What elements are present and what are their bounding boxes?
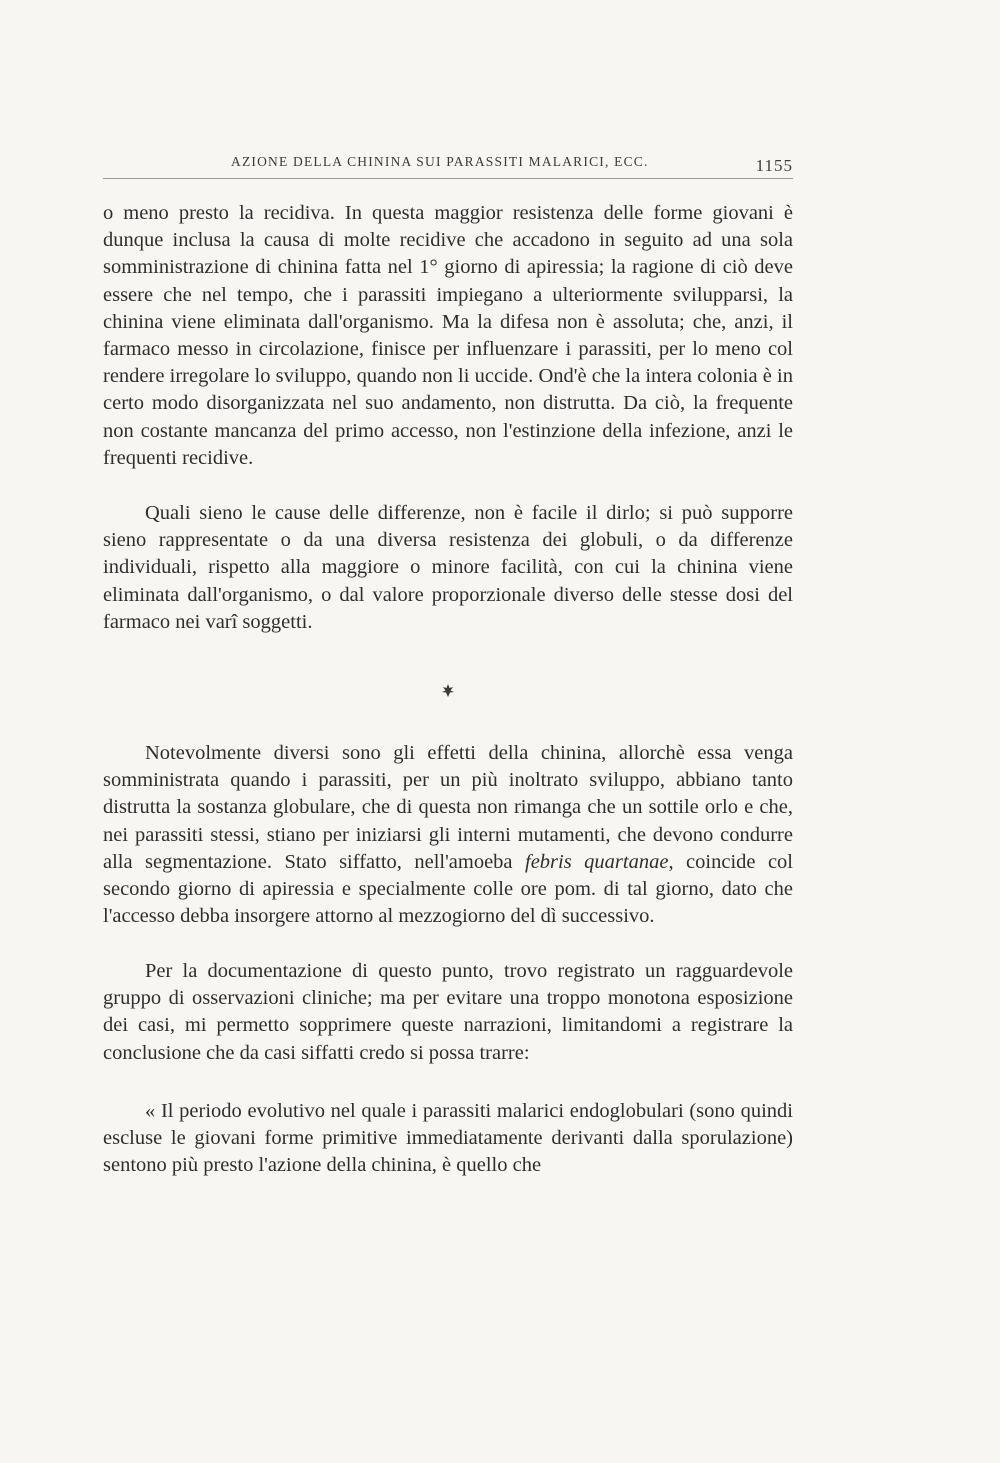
paragraph-continuation — [103, 200, 793, 472]
paragraph-text: Per la documentazione di questo punto, trovo registrato un ragguardevole gruppo di osservazioni cliniche; ma per evitare una troppo monotona esposizione dei casi, mi permetto sopprimere queste narrazioni, limitandomi a registrare la conclusione che da casi siffatti credo si possa trarre: — [103, 960, 793, 1064]
paragraph-quotation — [103, 1098, 793, 1180]
running-header — [103, 150, 793, 176]
section-separator-ornament-icon — [440, 683, 456, 699]
paragraph-causes — [103, 500, 793, 636]
paragraph-text: o meno presto la recidiva. In questa maggior resistenza delle forme giovani è dunque inclusa la causa di molte recidive che accadono in seguito ad una sola somministrazione di chinina fatta nel 1° giorno di apiressia; la ragione di ciò deve essere che nel tempo, che i parassiti impiegano a ulteriormente svilupparsi, la chinina viene eliminata dall'organismo. Ma la difesa non è assoluta; che, anzi, il farmaco messo in circolazione, finisce per influenzare i parassiti, per lo meno col rendere irregolare lo sviluppo, quando non li uccide. Ond'è che la intera colonia è in certo modo disorganizzata nel suo andamento, non distrutta. Da ciò, la frequente non costante mancanza del primo accesso, non l'estinzione della infezione, anzi le frequenti recidive. — [103, 202, 793, 469]
header-rule — [103, 178, 793, 179]
paragraph-text: Quali sieno le cause delle differenze, non è facile il dirlo; si può supporre sieno rappresentate o da una diversa resistenza dei globuli, o da differenze individuali, rispetto alla maggiore o minore facilità, con cui la chinina viene eliminata dall'organismo, o dal valore proporzionale diverso delle stesse dosi del farmaco nei varî soggetti. — [103, 502, 793, 633]
paragraph-text: « Il periodo evolutivo nel quale i parassiti malarici endoglobulari (sono quindi escluse le giovani forme primitive immediatamente derivanti dalla sporulazione) sentono più presto l'azione della chinina, è quello che — [103, 1100, 793, 1177]
paragraph-text-part: , coincide col secondo giorno di apiressia e specialmente colle ore pom. di tal giorno, dato che l'accesso debba insorgere attorno al mezzogiorno del dì successivo. — [103, 850, 793, 928]
paragraph-text-part: Notevolmente diversi sono gli effetti della chinina, allorchè essa venga somministrata quando i parassiti, per un più inoltrato sviluppo, abbiano tanto distrutta la sostanza globulare, che di questa non rimanga che un sottile orlo e che, nei parassiti stessi, stiano per iniziarsi gli interni mutamenti, che devono condurre alla segmentazione. Stato siffatto, nell'amoeba — [103, 742, 793, 873]
latin-term: febris quartanae — [525, 850, 669, 873]
running-title: AZIONE DELLA CHININA SUI PARASSITI MALARICI, ECC. — [231, 154, 649, 169]
paragraph-text — [103, 740, 793, 930]
page-number: 1155 — [755, 156, 793, 175]
paragraph-documentation — [103, 958, 793, 1067]
paragraph-effects — [103, 740, 793, 930]
